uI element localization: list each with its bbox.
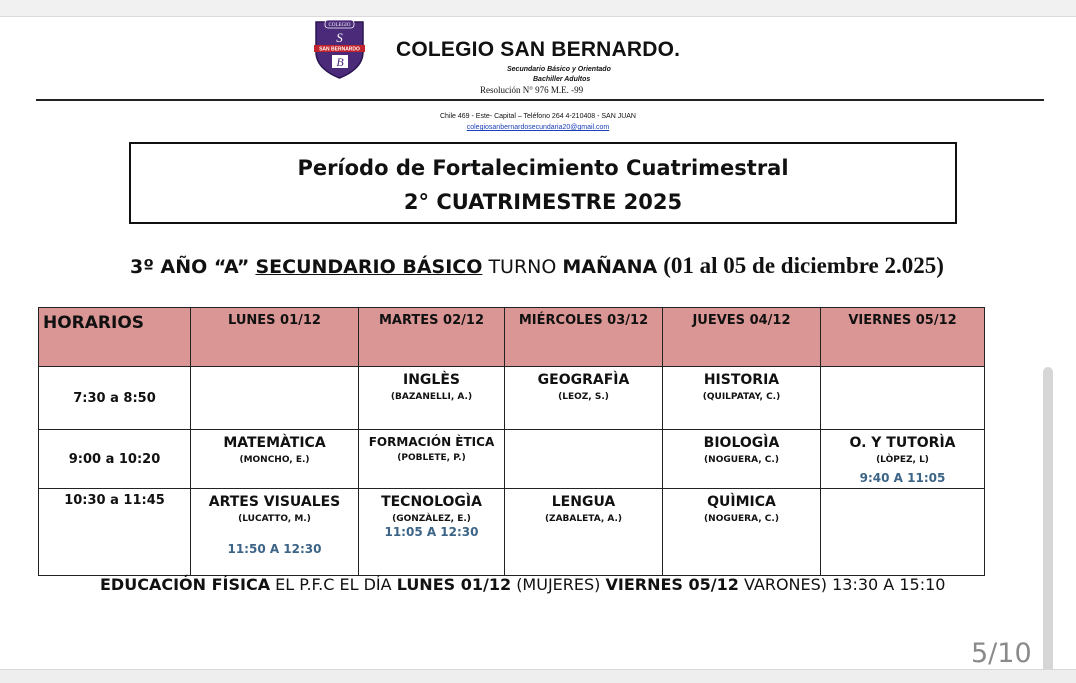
schedule-cell xyxy=(663,430,821,489)
note-subject: EDUCACIÓN FÍSICA xyxy=(100,575,271,594)
table-header-row xyxy=(39,308,985,367)
schedule-cell xyxy=(663,489,821,576)
course-year: 3º AÑO “A” xyxy=(130,256,250,278)
logo-band-text: SAN BERNARDO xyxy=(319,46,360,53)
schedule-cell xyxy=(505,489,663,576)
teacher-name: (MONCHO, E.) xyxy=(239,455,310,465)
extra-time: 9:40 A 11:05 xyxy=(859,471,946,485)
school-subtitle-1: Secundario Básico y Orientado xyxy=(507,66,611,73)
table-row xyxy=(39,430,985,489)
table-row xyxy=(39,489,985,576)
physical-education-note xyxy=(100,575,945,594)
schedule-cell xyxy=(359,430,505,489)
table-row xyxy=(39,367,985,430)
header-miercoles: MIÉRCOLES 03/12 xyxy=(505,308,663,367)
viewer-top-bar xyxy=(0,0,1076,17)
school-address: Chile 469 - Este- Capital – Teléfono 264 4-210408 - SAN JUAN xyxy=(440,113,636,120)
schedule-cell xyxy=(359,489,505,576)
school-name: COLEGIO SAN BERNARDO. xyxy=(396,38,681,61)
time-cell: 10:30 a 11:45 xyxy=(39,489,191,576)
teacher-name: (LUCATTO, M.) xyxy=(238,514,311,524)
header-jueves: JUEVES 04/12 xyxy=(663,308,821,367)
page-indicator: 5/10 xyxy=(971,638,1032,669)
course-turno-value: MAÑANA xyxy=(562,256,658,278)
subject-name: MATEMÀTICA xyxy=(223,435,326,451)
subject-name: BIOLOGÌA xyxy=(703,435,780,451)
teacher-name: (POBLETE, P.) xyxy=(397,453,466,463)
note-text: EL P.F.C EL DÍA xyxy=(275,575,392,594)
logo-top-text: COLEGIO xyxy=(328,23,351,28)
teacher-name: (NOGUERA, C.) xyxy=(704,514,779,524)
scrollbar-thumb[interactable] xyxy=(1043,367,1053,677)
teacher-name: (LEOZ, S.) xyxy=(558,392,609,402)
schedule-cell xyxy=(821,430,985,489)
extra-time: 11:05 A 12:30 xyxy=(384,525,479,539)
subject-name: O. Y TUTORÌA xyxy=(849,435,956,451)
header-divider xyxy=(36,99,1044,101)
teacher-name: (ZABALETA, A.) xyxy=(544,514,623,524)
note-group-1: (MUJERES) xyxy=(516,575,601,594)
header-lunes: LUNES 01/12 xyxy=(191,308,359,367)
header-viernes: VIERNES 05/12 xyxy=(821,308,985,367)
course-level: SECUNDARIO BÁSICO xyxy=(255,256,483,278)
schedule-cell xyxy=(821,489,985,576)
subject-name: GEOGRAFÌA xyxy=(537,372,630,388)
teacher-name: (QUILPATAY, C.) xyxy=(702,392,781,402)
logo-letter-s: S xyxy=(336,30,343,45)
course-dates: (01 al 05 de diciembre 2.025) xyxy=(663,253,944,278)
viewer-bottom-bar xyxy=(0,669,1076,683)
schedule-cell xyxy=(191,430,359,489)
note-day-1: LUNES 01/12 xyxy=(396,575,512,594)
subject-name: QUÌMICA xyxy=(707,494,776,510)
title-line-1: Período de Fortalecimiento Cuatrimestral xyxy=(297,156,789,180)
note-day-2: VIERNES 05/12 xyxy=(605,575,739,594)
schedule-cell xyxy=(663,367,821,430)
schedule-cell xyxy=(821,367,985,430)
extra-time: 11:50 A 12:30 xyxy=(227,542,322,556)
logo-letter-b: B xyxy=(336,55,344,69)
course-turno-label: TURNO xyxy=(488,256,557,278)
time-cell: 9:00 a 10:20 xyxy=(39,430,191,489)
subject-name: ARTES VISUALES xyxy=(208,494,341,510)
subject-name: LENGUA xyxy=(551,494,616,510)
header-martes: MARTES 02/12 xyxy=(359,308,505,367)
school-email-link[interactable]: colegiosanbernardosecundaria20@gmail.com xyxy=(466,124,610,131)
schedule-cell xyxy=(191,489,359,576)
title-line-2: 2° CUATRIMESTRE 2025 xyxy=(403,190,683,214)
note-group-2: VARONES) 13:30 A 15:10 xyxy=(743,575,946,594)
header-horarios: HORARIOS xyxy=(39,308,191,367)
subject-name: HISTORIA xyxy=(703,372,780,388)
school-crest-logo xyxy=(312,18,367,80)
subject-name: INGLÈS xyxy=(403,372,460,388)
schedule-cell xyxy=(191,367,359,430)
teacher-name: (GONZÀLEZ, E.) xyxy=(392,514,471,524)
teacher-name: (LÒPEZ, L) xyxy=(876,455,929,465)
schedule-cell xyxy=(359,367,505,430)
teacher-name: (BAZANELLI, A.) xyxy=(390,392,473,402)
teacher-name: (NOGUERA, C.) xyxy=(704,455,779,465)
schedule-cell xyxy=(505,367,663,430)
schedule-table xyxy=(38,307,985,576)
subject-name: FORMACIÓN ÈTICA xyxy=(368,435,495,449)
course-line xyxy=(130,253,944,279)
school-subtitle-2: Bachiller Adultos xyxy=(533,76,591,83)
time-cell: 7:30 a 8:50 xyxy=(39,367,191,430)
resolution-text: Resolución N° 976 M.E. -99 xyxy=(480,85,584,95)
schedule-cell xyxy=(505,430,663,489)
title-box xyxy=(129,142,957,224)
subject-name: TECNOLOGÌA xyxy=(381,494,482,510)
